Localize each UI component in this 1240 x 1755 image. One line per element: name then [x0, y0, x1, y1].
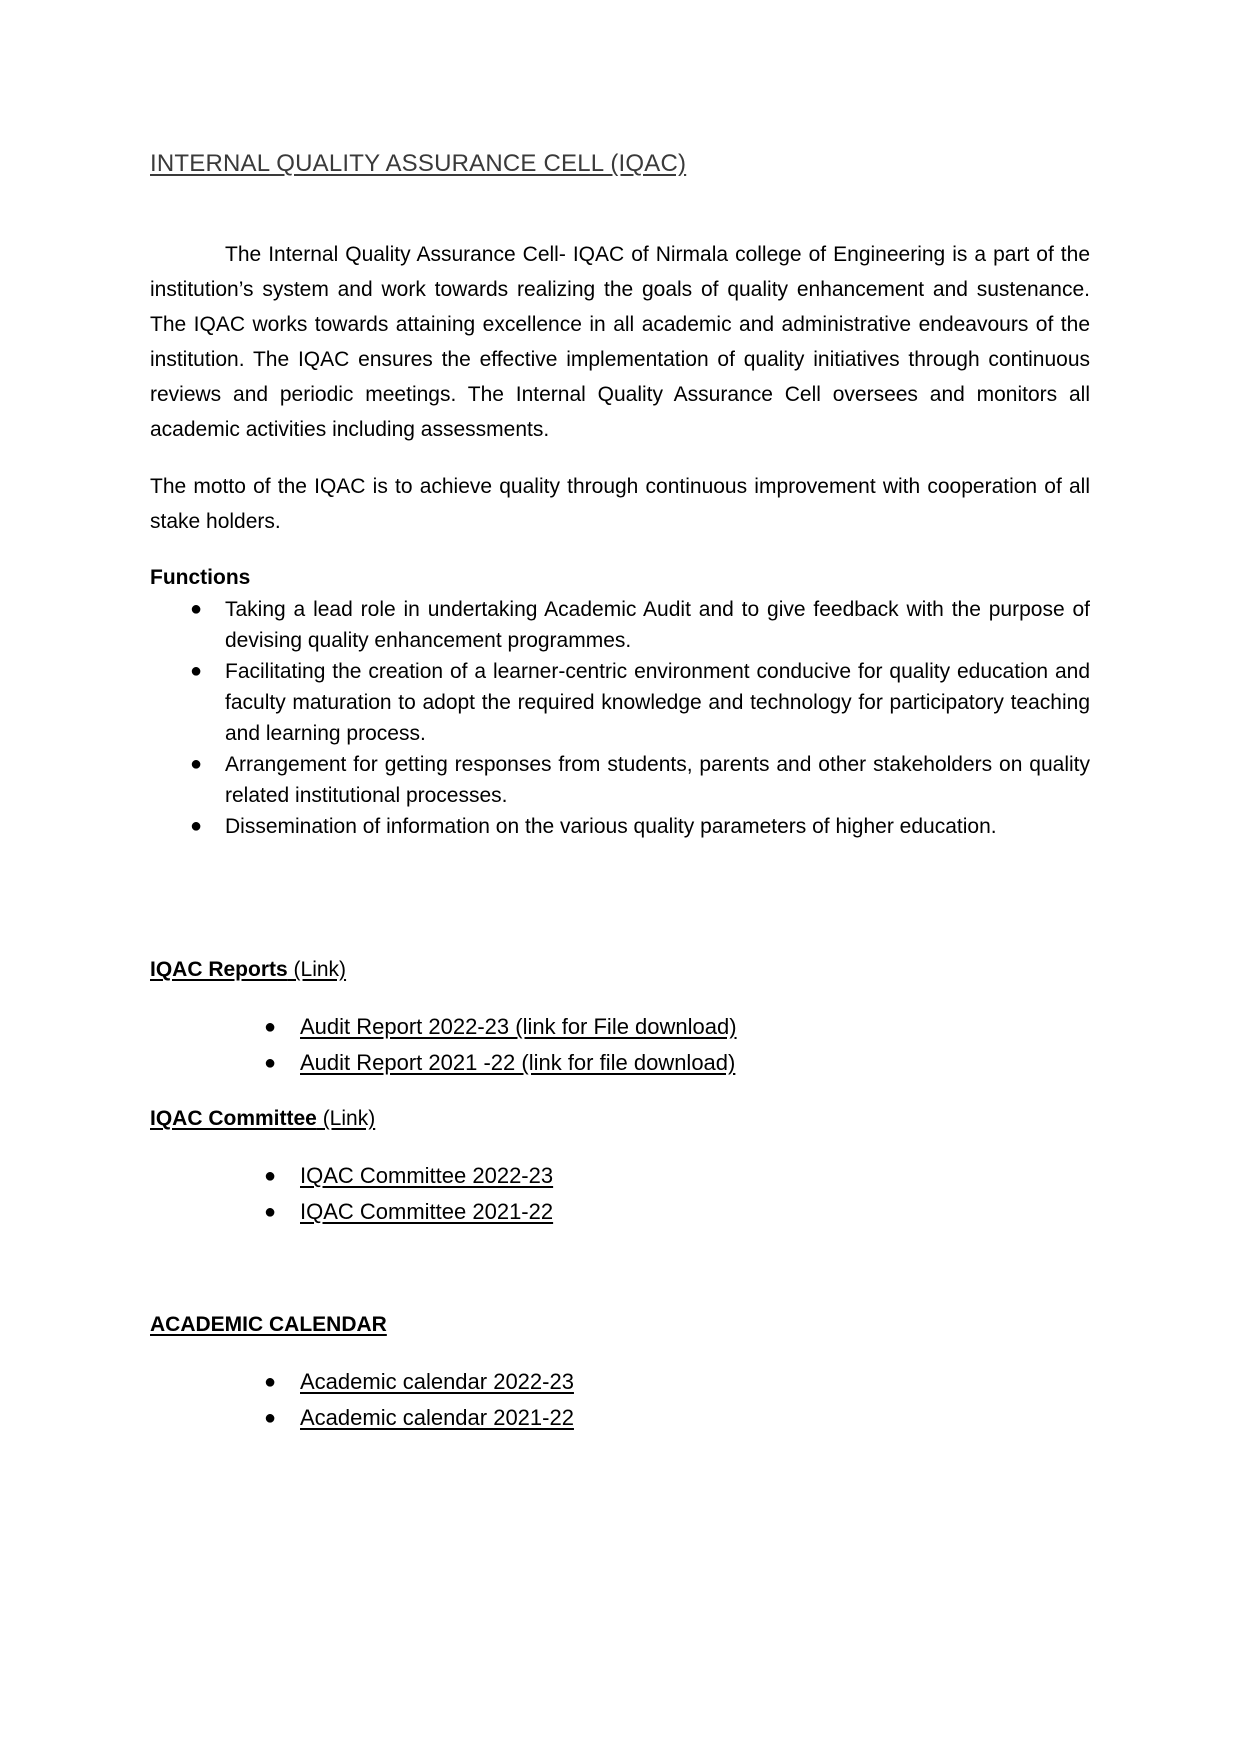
list-item: [150, 1158, 553, 1194]
academic-calendar-heading: ACADEMIC CALENDAR: [150, 1313, 387, 1336]
bullet-icon: ●: [264, 1052, 277, 1074]
bullet-icon: ●: [264, 1201, 277, 1223]
bullet-icon: ●: [264, 1165, 277, 1187]
list-item: [150, 1009, 737, 1045]
iqac-committee-2021-22-link[interactable]: IQAC Committee 2021-22: [300, 1199, 554, 1224]
iqac-reports-title: IQAC Reports: [150, 958, 288, 981]
iqac-reports-link-label: (Link): [287, 958, 347, 981]
bullet-icon: ●: [264, 1016, 277, 1038]
list-item: [150, 749, 1090, 811]
bullet-icon: ●: [190, 815, 203, 837]
functions-heading: Functions: [150, 566, 251, 589]
academic-calendar-list: [150, 1364, 574, 1436]
functions-list: [150, 594, 1090, 842]
iqac-committee-link-label: (Link): [316, 1107, 376, 1130]
iqac-reports-heading: [150, 955, 346, 985]
list-item: [150, 1400, 574, 1436]
iqac-committee-heading: [150, 1104, 375, 1134]
iqac-committee-title: IQAC Committee: [150, 1107, 317, 1130]
list-item: [150, 1045, 737, 1081]
audit-report-2022-23-link[interactable]: Audit Report 2022-23 (link for File download): [300, 1014, 737, 1039]
page-title: INTERNAL QUALITY ASSURANCE CELL (IQAC): [150, 150, 687, 177]
iqac-committee-list: [150, 1158, 553, 1230]
bullet-icon: ●: [190, 753, 203, 775]
iqac-reports-list: [150, 1009, 737, 1081]
bullet-icon: ●: [264, 1371, 277, 1393]
function-text: Arrangement for getting responses from students, parents and other stakeholders on quality related institutional processes.: [225, 753, 1090, 807]
bullet-icon: ●: [190, 660, 203, 682]
list-item: [150, 1364, 574, 1400]
list-item: [150, 656, 1090, 749]
motto-paragraph: The motto of the IQAC is to achieve quality through continuous improvement with cooperation of all stake holders.: [150, 475, 1090, 533]
function-text: Taking a lead role in undertaking Academic Audit and to give feedback with the purpose of devising quality enhancement programmes.: [225, 598, 1090, 652]
bullet-icon: ●: [190, 598, 203, 620]
list-item: [150, 811, 1090, 842]
function-text: Dissemination of information on the various quality parameters of higher education.: [225, 815, 997, 838]
bullet-icon: ●: [264, 1407, 277, 1429]
list-item: [150, 1194, 553, 1230]
intro-paragraph: The Internal Quality Assurance Cell- IQAC of Nirmala college of Engineering is a part of the institution’s system and work towards realizing the goals of quality enhancement and sustenance. The IQAC works towards attaining excellence in all academic and administrative endeavours of the institution. The IQAC ensures the effective implementation of quality initiatives through continuous reviews and periodic meetings. The Internal Quality Assurance Cell oversees and monitors all academic activities including assessments.: [150, 243, 1090, 441]
iqac-committee-2022-23-link[interactable]: IQAC Committee 2022-23: [300, 1163, 554, 1188]
list-item: [150, 594, 1090, 656]
academic-calendar-2022-23-link[interactable]: Academic calendar 2022-23: [300, 1369, 574, 1394]
function-text: Facilitating the creation of a learner-centric environment conducive for quality education and faculty maturation to adopt the required knowledge and technology for participatory teaching and learning process.: [225, 660, 1090, 745]
academic-calendar-2021-22-link[interactable]: Academic calendar 2021-22: [300, 1405, 574, 1430]
audit-report-2021-22-link[interactable]: Audit Report 2021 -22 (link for file download): [300, 1050, 736, 1075]
